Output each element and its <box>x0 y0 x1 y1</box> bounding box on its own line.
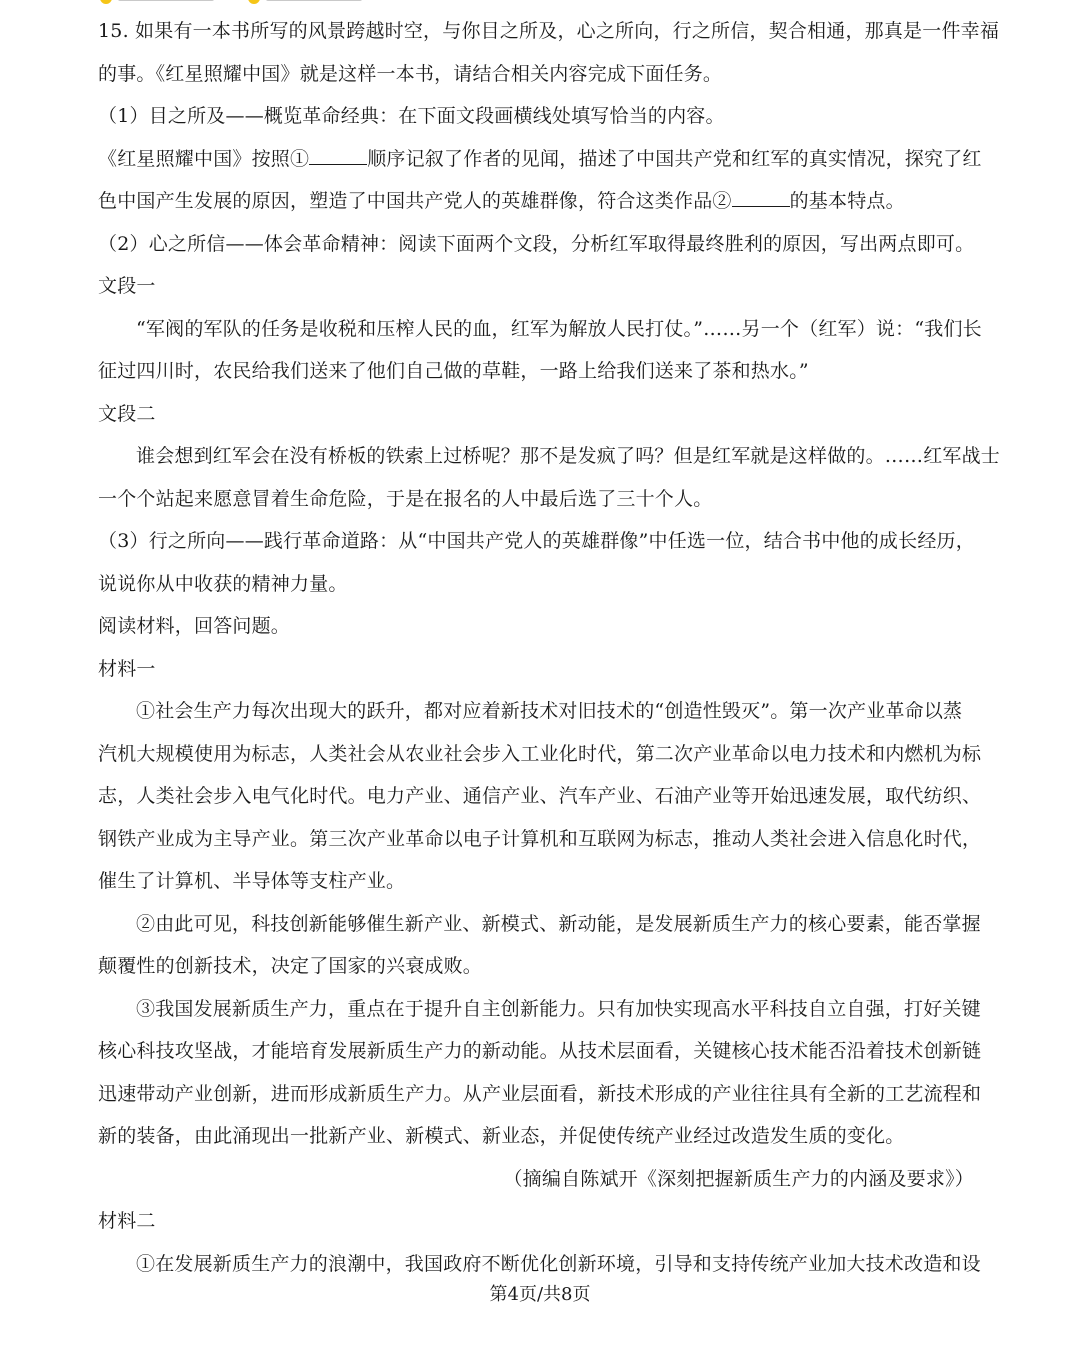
sub1-b-pre: 色中国产生发展的原因，塑造了中国共产党人的英雄群像，符合这类作品② <box>98 190 732 212</box>
m1-p1-line-4: 钢铁产业成为主导产业。第三次产业革命以电子计算机和互联网为标志，推动人类社会进入信息化时代， <box>98 828 982 850</box>
fill-blank-2[interactable] <box>732 190 790 207</box>
sub1-a-post: 顺序记叙了作者的见闻，描述了中国共产党和红军的真实情况，探究了红 <box>367 148 982 170</box>
material-1-source: （摘编自陈斌开《深刻把握新质生产力的内涵及要求》） <box>503 1168 974 1190</box>
q15-line-2: 的事。《红星照耀中国》就是这样一本书，请结合相关内容完成下面任务。 <box>98 63 723 85</box>
segment-2-line-2: 一个个站起来愿意冒着生命危险，于是在报名的人中最后选了三十个人。 <box>98 488 713 510</box>
sub1-line-b <box>98 189 988 213</box>
m1-p2-line-1: ②由此可见，科技创新能够催生新产业、新模式、新动能，是发展新质生产力的核心要素，能否掌握 <box>136 913 981 935</box>
segment-1-line-2: 征过四川时，农民给我们送来了他们自己做的草鞋，一路上给我们送来了茶和热水。” <box>98 360 809 382</box>
segment-2-label: 文段二 <box>98 403 156 425</box>
m1-p1-line-5: 催生了计算机、半导体等支柱产业。 <box>98 870 406 892</box>
material-1-label: 材料一 <box>98 658 156 680</box>
reading-intro: 阅读材料，回答问题。 <box>98 615 291 637</box>
material-2-label: 材料二 <box>98 1210 156 1232</box>
sub2-title: （2）心之所信——体会革命精神：阅读下面两个文段，分析红军取得最终胜利的原因，写出两点即可。 <box>98 233 975 255</box>
m1-p3-line-2: 核心科技攻坚战，才能培育发展新质生产力的新动能。从技术层面看，关键核心技术能否沿着技术创新链 <box>98 1040 982 1062</box>
m1-p2-line-2: 颠覆性的创新技术，决定了国家的兴衰成败。 <box>98 955 483 977</box>
sub1-line-a <box>98 147 988 171</box>
segment-1-line-1: “军阀的军队的任务是收税和压榨人民的血，红军为解放人民打仗。”……另一个（红军）说：“我们长 <box>136 318 982 340</box>
m1-p1-line-1: ①社会生产力每次出现大的跃升，都对应着新技术对旧技术的“创造性毁灭”。第一次产业革命以蒸 <box>136 700 963 722</box>
q15-line-1: 15. 如果有一本书所写的风景跨越时空，与你目之所及，心之所向，行之所信，契合相通，那真是一件幸福 <box>98 20 1000 42</box>
header-logos <box>100 0 368 6</box>
m2-p1-line-1: ①在发展新质生产力的浪潮中，我国政府不断优化创新环境，引导和支持传统产业加大技术改造和设 <box>136 1253 981 1275</box>
sub1-b-post: 的基本特点。 <box>789 190 905 212</box>
m1-p3-line-3: 迅速带动产业创新，进而形成新质生产力。从产业层面看，新技术形成的产业往往具有全新的工艺流程和 <box>98 1083 982 1105</box>
m1-p3-line-1: ③我国发展新质生产力，重点在于提升自主创新能力。只有加快实现高水平科技自立自强，打好关键 <box>136 998 981 1020</box>
segment-2-line-1: 谁会想到红军会在没有桥板的铁索上过桥呢？那不是发疯了吗？但是红军就是这样做的。……红军战士 <box>136 445 1001 467</box>
sub1-a-pre: 《红星照耀中国》按照① <box>98 148 310 170</box>
m1-p1-line-3: 志，人类社会步入电气化时代。电力产业、通信产业、汽车产业、石油产业等开始迅速发展，取代纺织、 <box>98 785 982 807</box>
publisher-logo-2 <box>248 0 368 4</box>
publisher-logo <box>100 0 220 4</box>
segment-1-label: 文段一 <box>98 275 156 297</box>
m1-p1-line-2: 汽机大规模使用为标志，人类社会从农业社会步入工业化时代，第二次产业革命以电力技术和内燃机为标 <box>98 743 982 765</box>
sub3-line-2: 说说你从中收获的精神力量。 <box>98 573 348 595</box>
m1-p3-line-4: 新的装备，由此涌现出一批新产业、新模式、新业态，并促使传统产业经过改造发生质的变化。 <box>98 1125 905 1147</box>
page-number: 第4页/共8页 <box>489 1284 591 1305</box>
fill-blank-1[interactable] <box>309 148 367 165</box>
sub1-title: （1）目之所及——概览革命经典：在下面文段画横线处填写恰当的内容。 <box>98 105 725 127</box>
sub3-line-1: （3）行之所向——践行革命道路：从“中国共产党人的英雄群像”中任选一位，结合书中他的成长经历， <box>98 530 975 552</box>
